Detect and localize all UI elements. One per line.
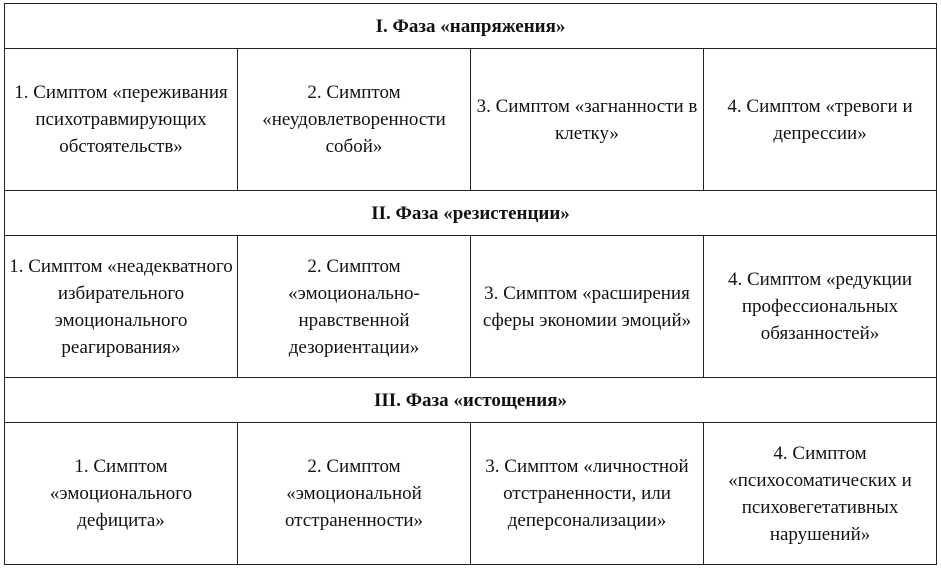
symptom-row-2 (5, 236, 937, 378)
symptom-cell: 4. Симптом «психосоматических и психовегетативных нарушений» (704, 423, 937, 565)
symptom-cell: 2. Симптом «неудовлетворенности собой» (238, 49, 471, 191)
symptom-cell: 1. Симптом «переживания психотравмирующих обстоятельств» (5, 49, 238, 191)
symptom-cell: 3. Симптом «загнанности в клетку» (471, 49, 704, 191)
phase-header-row-1 (5, 4, 937, 49)
phase-title: III. Фаза «истощения» (5, 378, 937, 423)
symptom-row-3 (5, 423, 937, 565)
phase-title: II. Фаза «резистенции» (5, 191, 937, 236)
symptom-cell: 1. Симптом «эмоционального дефицита» (5, 423, 238, 565)
symptom-cell: 3. Симптом «личностной отстраненности, или деперсонализации» (471, 423, 704, 565)
phases-table-container (4, 3, 936, 565)
phase-title: I. Фаза «напряжения» (5, 4, 937, 49)
burnout-phases-table (4, 3, 937, 565)
symptom-row-1 (5, 49, 937, 191)
symptom-cell: 2. Симптом «эмоциональной отстраненности» (238, 423, 471, 565)
symptom-cell: 1. Симптом «неадекватного избирательного эмоционального реагирования» (5, 236, 238, 378)
symptom-cell: 4. Симптом «редукции профессиональных обязанностей» (704, 236, 937, 378)
symptom-cell: 2. Симптом «эмоционально-нравственной дезориентации» (238, 236, 471, 378)
symptom-cell: 3. Симптом «расширения сферы экономии эмоций» (471, 236, 704, 378)
phase-header-row-3 (5, 378, 937, 423)
phase-header-row-2 (5, 191, 937, 236)
symptom-cell: 4. Симптом «тревоги и депрессии» (704, 49, 937, 191)
